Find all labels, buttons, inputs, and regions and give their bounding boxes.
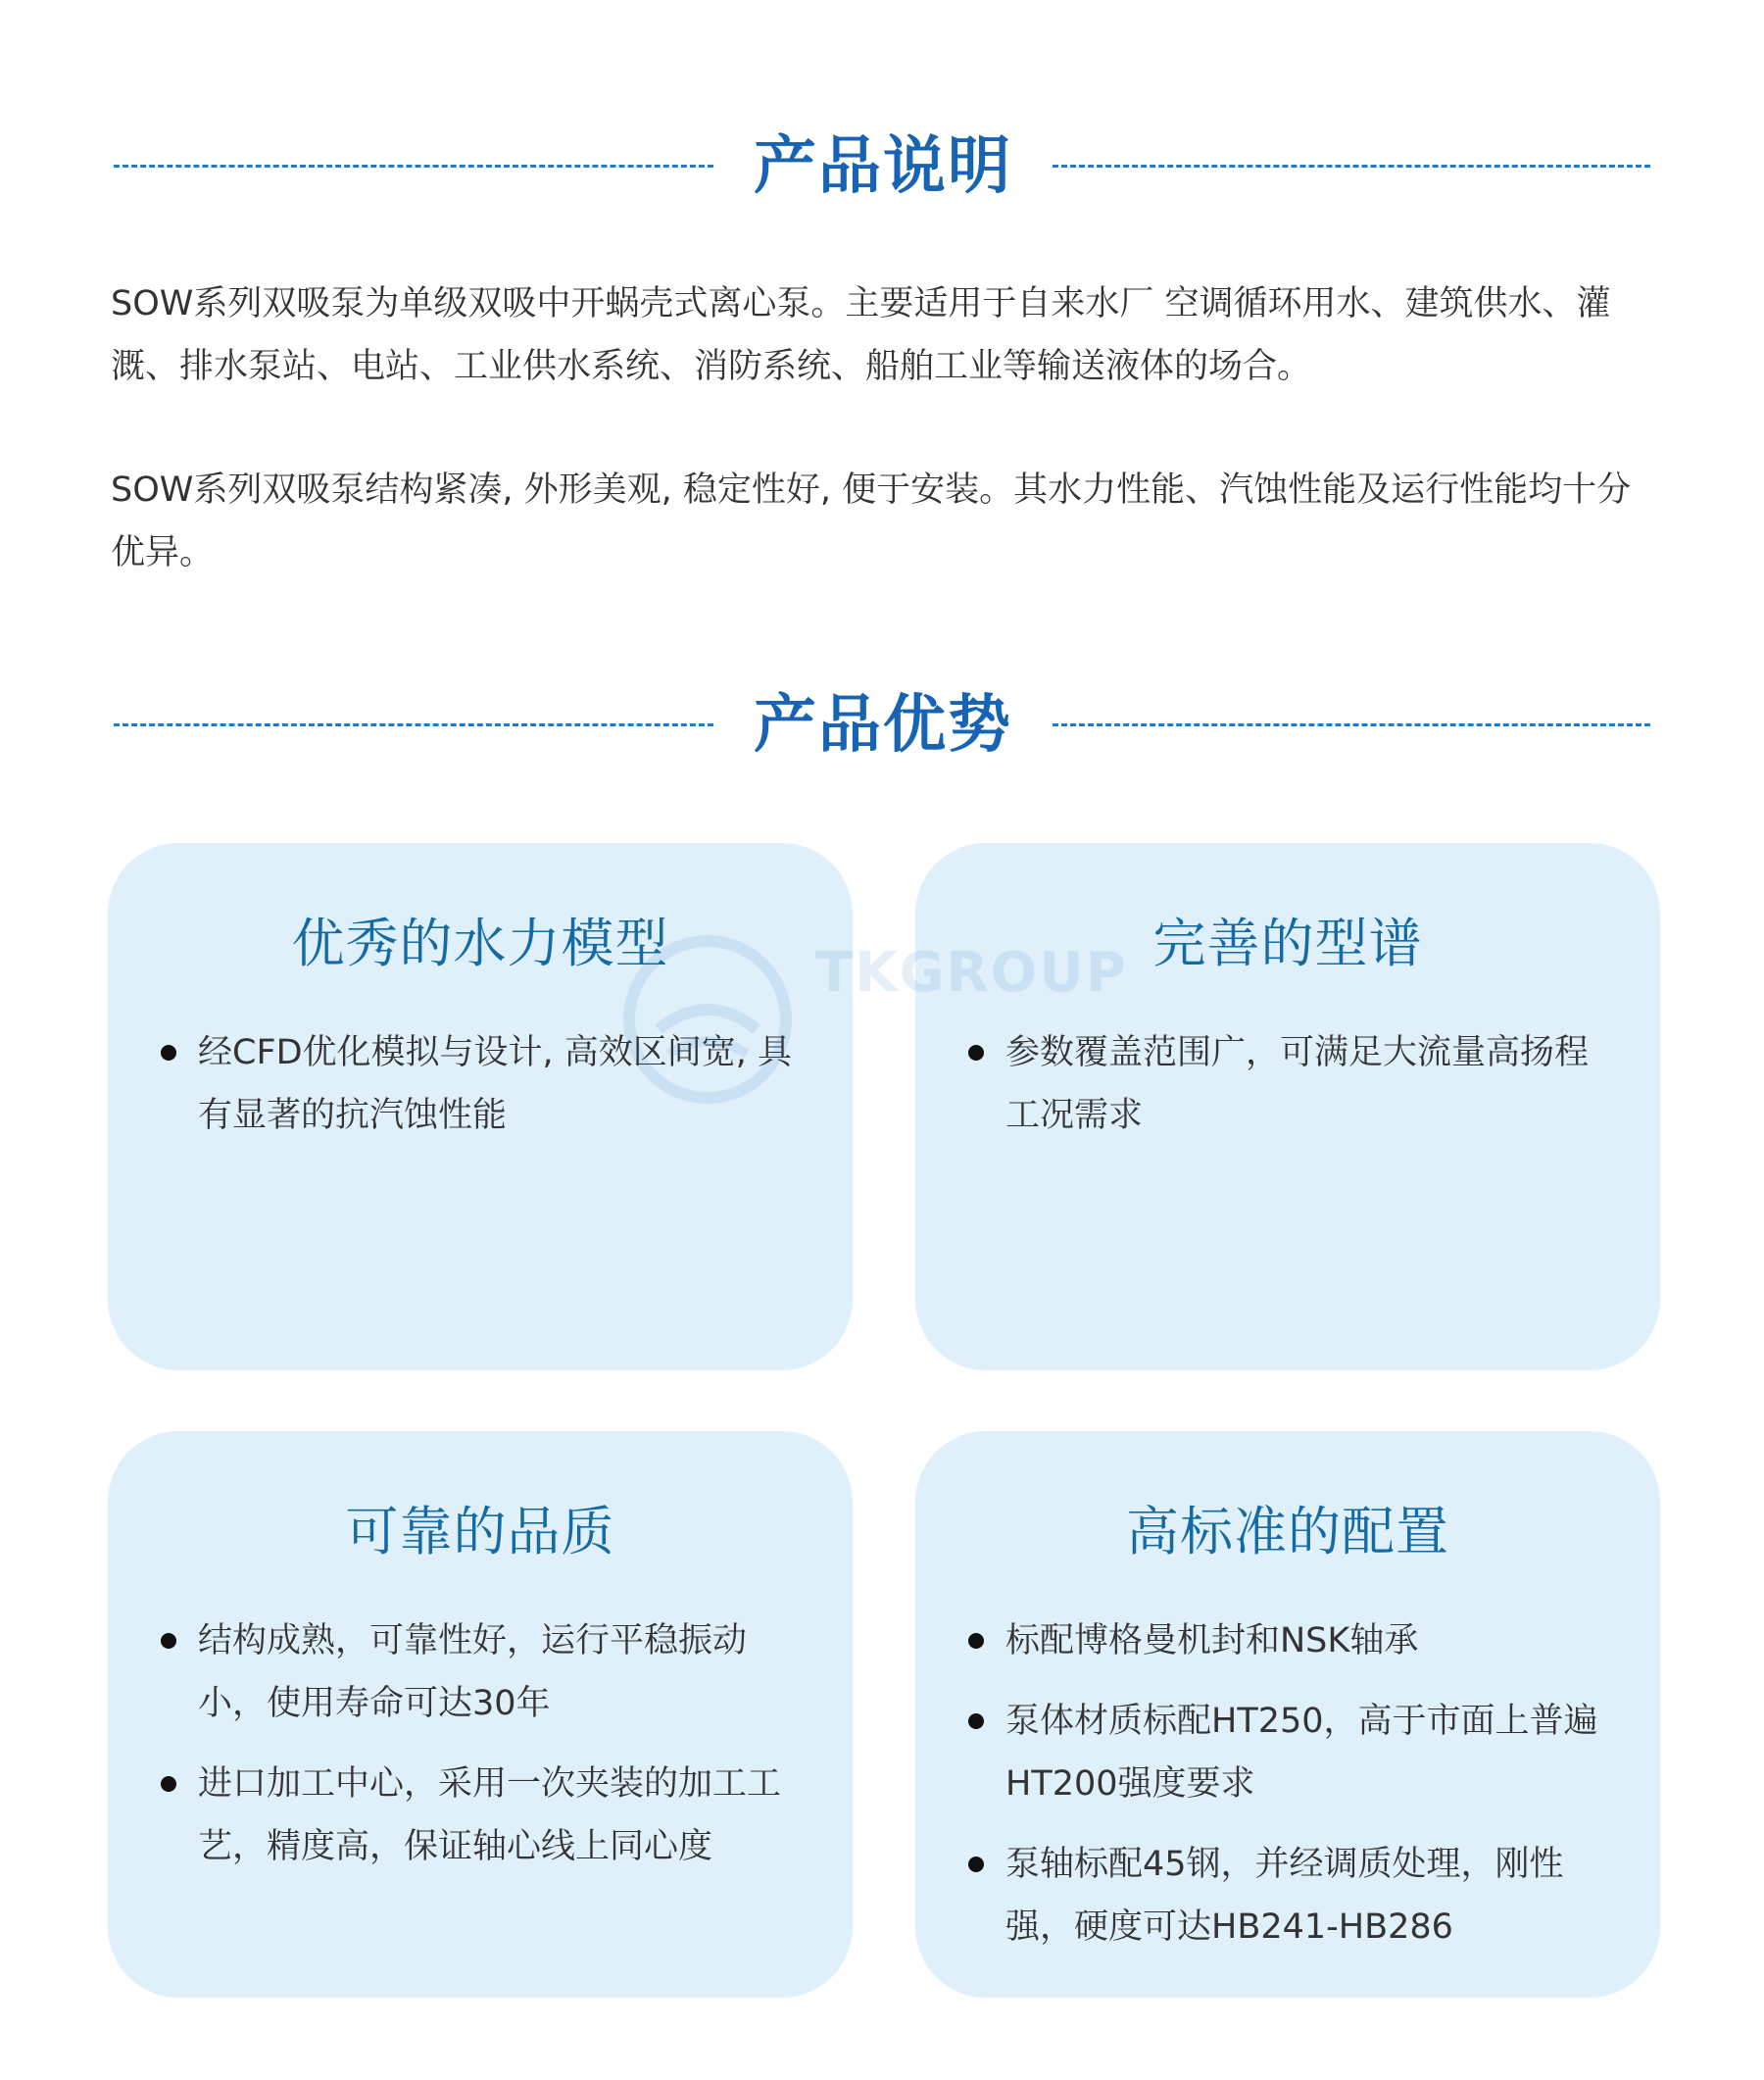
advantage-card-model-range — [915, 843, 1660, 1370]
section-title-advantages: 产品优势 — [754, 689, 1012, 762]
bullet-icon — [968, 1857, 984, 1872]
card-feature-list — [1005, 1021, 1601, 1164]
bullet-icon — [968, 1713, 984, 1729]
advantage-card-reliable-quality — [108, 1431, 853, 1998]
card-title: 可靠的品质 — [345, 1501, 615, 1562]
list-item: 泵体材质标配HT250，高于市面上普遍HT200强度要求 — [1005, 1690, 1601, 1815]
card-title: 完善的型谱 — [1152, 913, 1423, 974]
description-paragraph-2: SOW系列双吸泵结构紧凑, 外形美观, 稳定性好, 便于安装。其水力性能、汽蚀性能及运行性能均十分优异。 — [111, 470, 1632, 572]
card-title: 高标准的配置 — [1126, 1501, 1449, 1562]
description-paragraph-1: SOW系列双吸泵为单级双吸中开蜗壳式离心泵。主要适用于自来水厂 空调循环用水、建筑供水、灌溉、排水泵站、电站、工业供水系统、消防系统、船舶工业等输送液体的场合。 — [111, 284, 1611, 386]
card-title: 优秀的水力模型 — [291, 913, 669, 974]
section-title-description: 产品说明 — [754, 130, 1012, 203]
section-header-advantages — [0, 667, 1764, 784]
bullet-icon — [161, 1633, 176, 1649]
bullet-icon — [968, 1633, 984, 1649]
divider-right — [1053, 165, 1650, 168]
list-item: 标配博格曼机封和NSK轴承 — [1005, 1610, 1601, 1672]
list-item: 经CFD优化模拟与设计, 高效区间宽, 具有显著的抗汽蚀性能 — [198, 1021, 794, 1147]
advantage-card-hydraulic-model — [108, 843, 853, 1370]
advantage-card-high-standard-config — [915, 1431, 1660, 1998]
card-feature-list — [1005, 1610, 1601, 1976]
divider-left — [114, 723, 713, 726]
card-feature-list — [198, 1610, 794, 1896]
bullet-icon — [161, 1776, 176, 1792]
divider-right — [1053, 723, 1650, 726]
bullet-icon — [968, 1045, 984, 1061]
list-item: 进口加工中心，采用一次夹装的加工工艺，精度高，保证轴心线上同心度 — [198, 1753, 794, 1878]
list-item: 泵轴标配45钢，并经调质处理，刚性强，硬度可达HB241-HB286 — [1005, 1833, 1601, 1958]
section-header-description — [0, 108, 1764, 225]
list-item: 参数覆盖范围广，可满足大流量高扬程工况需求 — [1005, 1021, 1601, 1147]
bullet-icon — [161, 1045, 176, 1061]
list-item: 结构成熟，可靠性好，运行平稳振动小，使用寿命可达30年 — [198, 1610, 794, 1735]
divider-left — [114, 165, 713, 168]
card-feature-list — [198, 1021, 794, 1164]
